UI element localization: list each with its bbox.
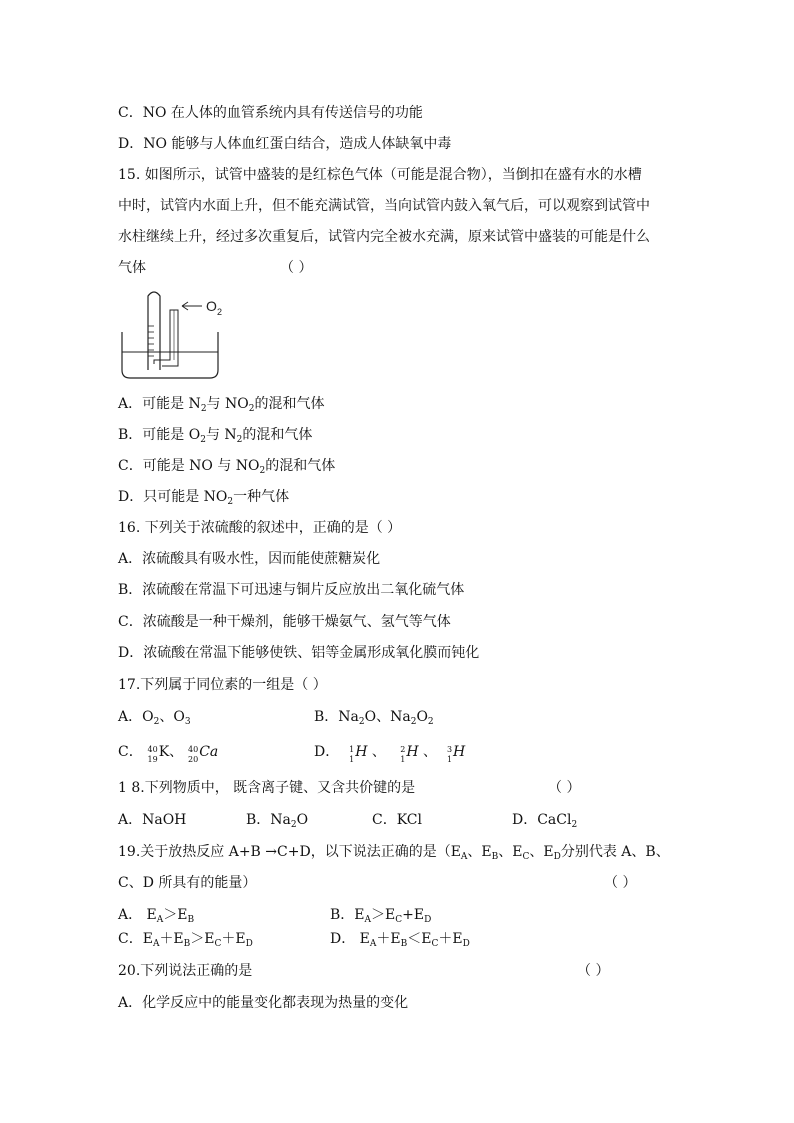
oxygen-label-subscript: 2 <box>217 307 223 317</box>
q15-stem-line-4: 气体 <box>118 260 146 276</box>
test-tube-figure <box>118 286 242 382</box>
q20-stem: 20.下列说法正确的是 <box>118 963 253 979</box>
q18-option-d: D．CaCl$_2$ <box>512 812 578 830</box>
q15-stem-line-1: 15. 如图所示，试管中盛装的是红棕色气体（可能是混合物），当倒扣在盛有水的水槽 <box>118 167 642 183</box>
q15-option-b: B．可能是 $O_2$与 $N_2$的混和气体 <box>118 427 313 445</box>
q18-option-b: B．$Na_2O$ <box>246 812 309 830</box>
q18-option-a: A．NaOH <box>118 812 187 828</box>
q16-option-a: A．浓硫酸具有吸水性，因而能使蔗糖炭化 <box>118 551 381 567</box>
q18-stem: 1 8.下列物质中， 既含离子键、又含共价键的是 <box>118 780 416 796</box>
q17-stem: 17.下列属于同位素的一组是（ ） <box>118 677 327 693</box>
q19-option-b: B．$E_A>E_C+E_D$ <box>330 907 432 925</box>
q19-stem-line-1: 19.关于放热反应 A+B →C+D，以下说法正确的是（$E_A$、$E_B$、$E_C$、$E_D$分别代表 A、B、 <box>118 844 670 862</box>
q16-option-c: C．浓硫酸是一种干燥剂，能够干燥氨气、氢气等气体 <box>118 614 451 630</box>
q18-option-c: C．KCl <box>372 812 422 828</box>
q19-answer-blank: （ ） <box>604 875 637 891</box>
q15-answer-blank: （ ） <box>280 260 313 276</box>
q14-option-d: D．NO 能够与人体血红蛋白结合，造成人体缺氧中毒 <box>118 136 452 152</box>
q17-option-b: B．$Na_2O$、$Na_2O_2$ <box>314 709 434 727</box>
isotope-notation-h1: 1 1 <box>349 745 355 764</box>
q17-option-c: C． 40 19 K、 40 20 Ca <box>118 744 219 764</box>
q15-stem-line-2: 中时，试管内水面上升，但不能充满试管，当向试管内鼓入氧气后，可以观察到试管中 <box>118 198 650 214</box>
q19-option-c: C．$E_A+E_B>E_C+E_D$ <box>118 931 253 949</box>
q17-option-d: D． 1 1 H 、 2 1 H 、 3 1 H <box>314 744 466 764</box>
oxygen-label: O <box>206 298 217 314</box>
q18-answer-blank: （ ） <box>548 780 581 796</box>
isotope-notation-h3: 3 1 <box>446 745 453 764</box>
q17-option-a: A．$O_2$、$O_3$ <box>118 709 191 727</box>
q15-option-a: A．可能是 $N_2$与 $NO_2$的混和气体 <box>118 396 325 414</box>
q16-option-b: B．浓硫酸在常温下可迅速与铜片反应放出二氧化硫气体 <box>118 582 465 598</box>
q16-option-d: D．浓硫酸在常温下能够使铁、铝等金属形成氧化膜而钝化 <box>118 645 480 661</box>
q19-option-a: A． $E_A>E_B$ <box>118 907 195 925</box>
isotope-notation-ca: 40 20 <box>188 745 199 764</box>
test-tube <box>148 292 160 370</box>
q16-stem: 16. 下列关于浓硫酸的叙述中，正确的是（ ） <box>118 520 402 536</box>
q15-option-c: C．可能是 NO 与 $NO_2$的混和气体 <box>118 458 336 476</box>
q20-answer-blank: （ ） <box>577 963 610 979</box>
q15-option-d: D．只可能是 $NO_2$一种气体 <box>118 489 290 507</box>
q19-option-d: D． $E_A+E_B<E_C+E_D$ <box>330 931 470 949</box>
q19-stem-line-2: C、D 所具有的能量） <box>118 875 257 891</box>
q14-option-c: C．NO 在人体的血管系统内具有传送信号的功能 <box>118 105 423 121</box>
q15-stem-line-3: 水柱继续上升，经过多次重复后，试管内完全被水充满，原来试管中盛装的可能是什么 <box>118 229 650 245</box>
isotope-notation-h2: 2 1 <box>400 745 406 764</box>
q20-option-a: A．化学反应中的能量变化都表现为热量的变化 <box>118 995 409 1011</box>
isotope-notation-k: 40 19 <box>147 745 158 764</box>
oxygen-delivery-tube <box>154 310 178 366</box>
